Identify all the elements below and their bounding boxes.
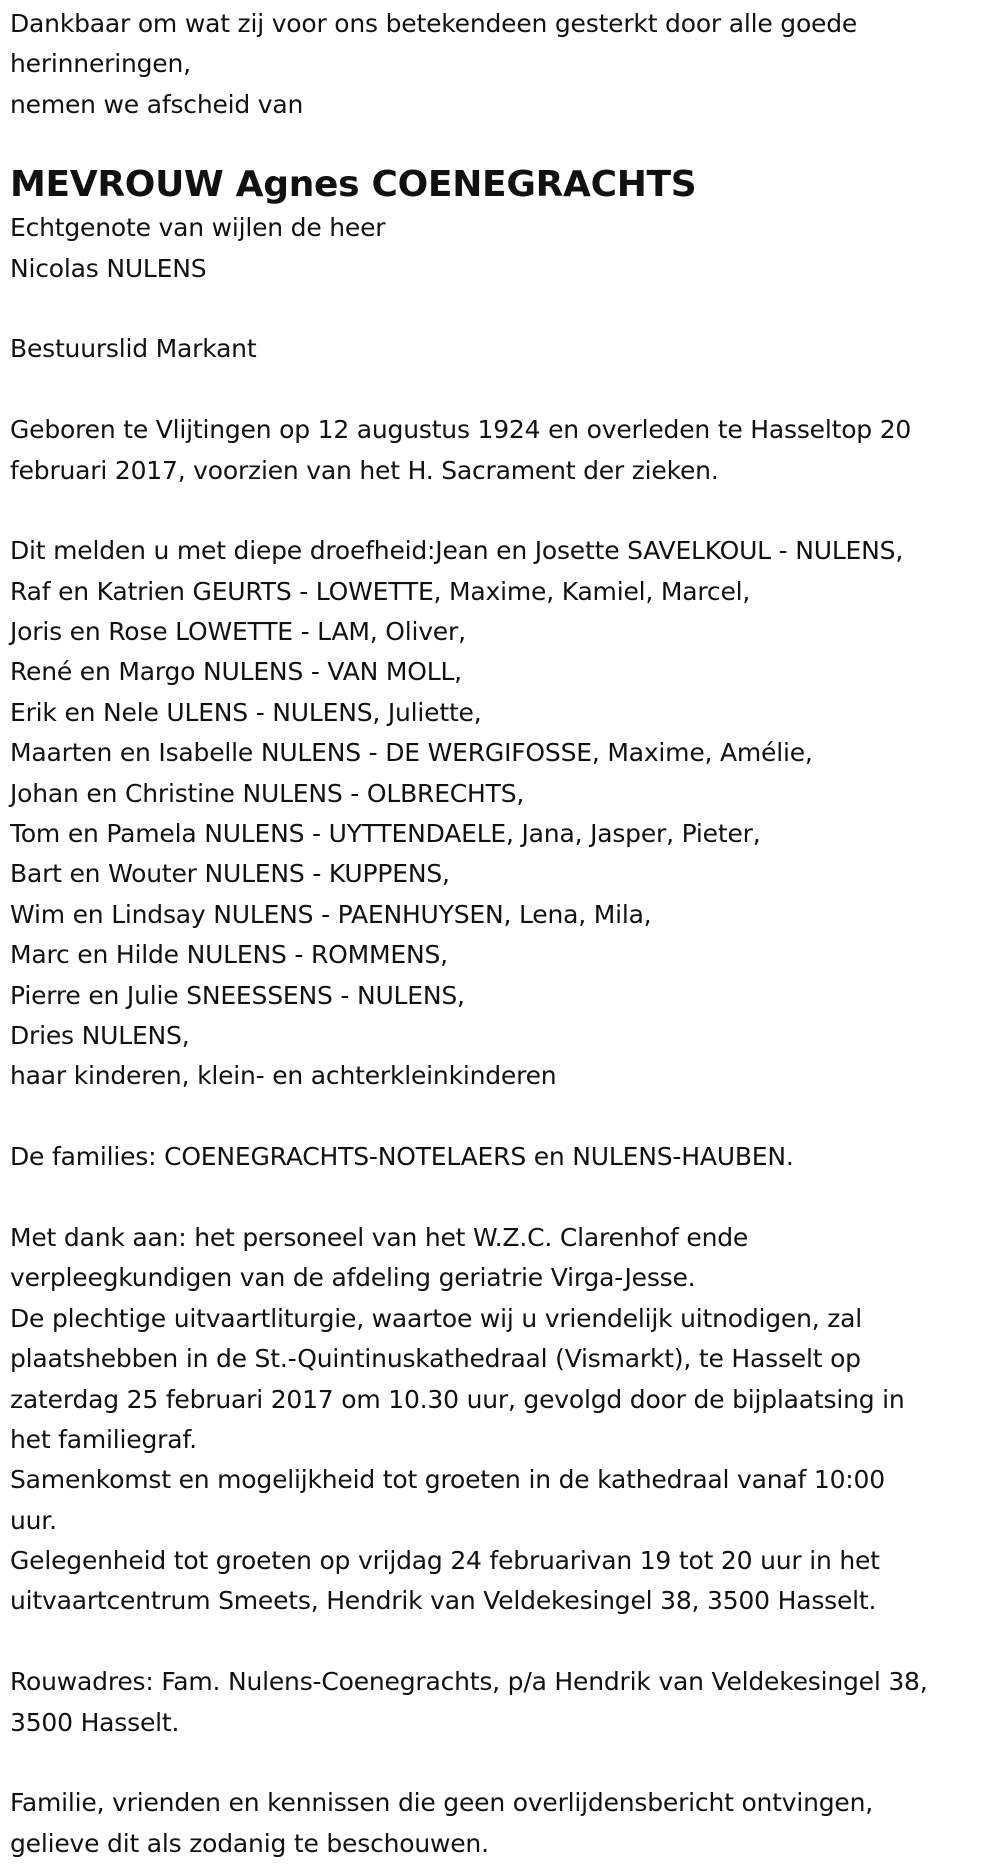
family-line: Marc en Hilde NULENS - ROMMENS,	[10, 940, 448, 970]
family-line: Pierre en Julie SNEESSENS - NULENS,	[10, 980, 465, 1010]
details-line: verpleegkundigen van de afdeling geriatrie Virga-Jesse.	[10, 1263, 696, 1293]
details-line: uur.	[10, 1505, 57, 1535]
closing-line: Familie, vrienden en kennissen die geen overlijdensbericht ontvingen,	[10, 1788, 874, 1818]
spacer	[10, 491, 995, 531]
details-line: zaterdag 25 februari 2017 om 10.30 uur, gevolgd door de bijplaatsing in	[10, 1384, 905, 1414]
family-block	[10, 531, 995, 1096]
address-block	[10, 1662, 995, 1743]
spouse-line: Echtgenote van wijlen de heer	[10, 213, 386, 243]
details-line: plaatshebben in de St.-Quintinuskathedraal (Vismarkt), te Hasselt op	[10, 1344, 861, 1374]
family-line: Joris en Rose LOWETTE - LAM, Oliver,	[10, 617, 466, 647]
role-line: Bestuurslid Markant	[10, 334, 257, 364]
details-line: het familiegraf.	[10, 1424, 197, 1454]
spacer	[10, 289, 995, 329]
intro-line: Dankbaar om wat zij voor ons betekendeen gesterkt door alle goede	[10, 9, 858, 38]
birth-death-line: februari 2017, voorzien van het H. Sacrament der zieken.	[10, 455, 719, 485]
address-line: 3500 Hasselt.	[10, 1707, 180, 1737]
obituary-notice	[10, 4, 995, 1864]
spacer	[10, 1622, 995, 1662]
deceased-name: MEVROUW Agnes COENEGRACHTS	[10, 164, 697, 206]
spacer	[10, 1743, 995, 1783]
family-line: Dit melden u met diepe droefheid:Jean en Josette SAVELKOUL - NULENS,	[10, 536, 904, 566]
closing-line: gelieve dit als zodanig te beschouwen.	[10, 1828, 489, 1858]
spacer	[10, 370, 995, 410]
details-line: De plechtige uitvaartliturgie, waartoe wij u vriendelijk uitnodigen, zal	[10, 1303, 863, 1333]
address-line: Rouwadres: Fam. Nulens-Coenegrachts, p/a Hendrik van Veldekesingel 38,	[10, 1667, 928, 1697]
family-line: René en Margo NULENS - VAN MOLL,	[10, 657, 462, 687]
details-line: Met dank aan: het personeel van het W.Z.C. Clarenhof ende	[10, 1222, 749, 1252]
details-line: Samenkomst en mogelijkheid tot groeten in de kathedraal vanaf 10:00	[10, 1465, 885, 1495]
family-line: Wim en Lindsay NULENS - PAENHUYSEN, Lena, Mila,	[10, 899, 652, 929]
intro-block	[10, 4, 995, 125]
family-line: Erik en Nele ULENS - NULENS, Juliette,	[10, 697, 482, 727]
family-line: Tom en Pamela NULENS - UYTTENDAELE, Jana, Jasper, Pieter,	[10, 819, 761, 849]
family-line: haar kinderen, klein- en achterkleinkinderen	[10, 1061, 557, 1091]
family-line: Raf en Katrien GEURTS - LOWETTE, Maxime, Kamiel, Marcel,	[10, 576, 751, 606]
spacer	[10, 1097, 995, 1137]
details-line: uitvaartcentrum Smeets, Hendrik van Veldekesingel 38, 3500 Hasselt.	[10, 1586, 877, 1616]
family-line: Johan en Christine NULENS - OLBRECHTS,	[10, 778, 525, 808]
intro-line: herinneringen,	[10, 49, 191, 79]
families-line: De families: COENEGRACHTS-NOTELAERS en NULENS-HAUBEN.	[10, 1142, 794, 1172]
details-line: Gelegenheid tot groeten op vrijdag 24 februarivan 19 tot 20 uur in het	[10, 1546, 880, 1576]
closing-block	[10, 1783, 995, 1864]
family-line: Dries NULENS,	[10, 1020, 190, 1050]
birth-death-block	[10, 410, 995, 491]
birth-death-line: Geboren te Vlijtingen op 12 augustus 1924 en overleden te Hasseltop 20	[10, 415, 912, 445]
intro-line: nemen we afscheid van	[10, 89, 304, 119]
family-line: Maarten en Isabelle NULENS - DE WERGIFOSSE, Maxime, Amélie,	[10, 738, 813, 768]
details-block	[10, 1218, 995, 1622]
spacer	[10, 1178, 995, 1218]
spouse-line: Nicolas NULENS	[10, 253, 207, 283]
spouse-block	[10, 208, 995, 289]
family-line: Bart en Wouter NULENS - KUPPENS,	[10, 859, 450, 889]
